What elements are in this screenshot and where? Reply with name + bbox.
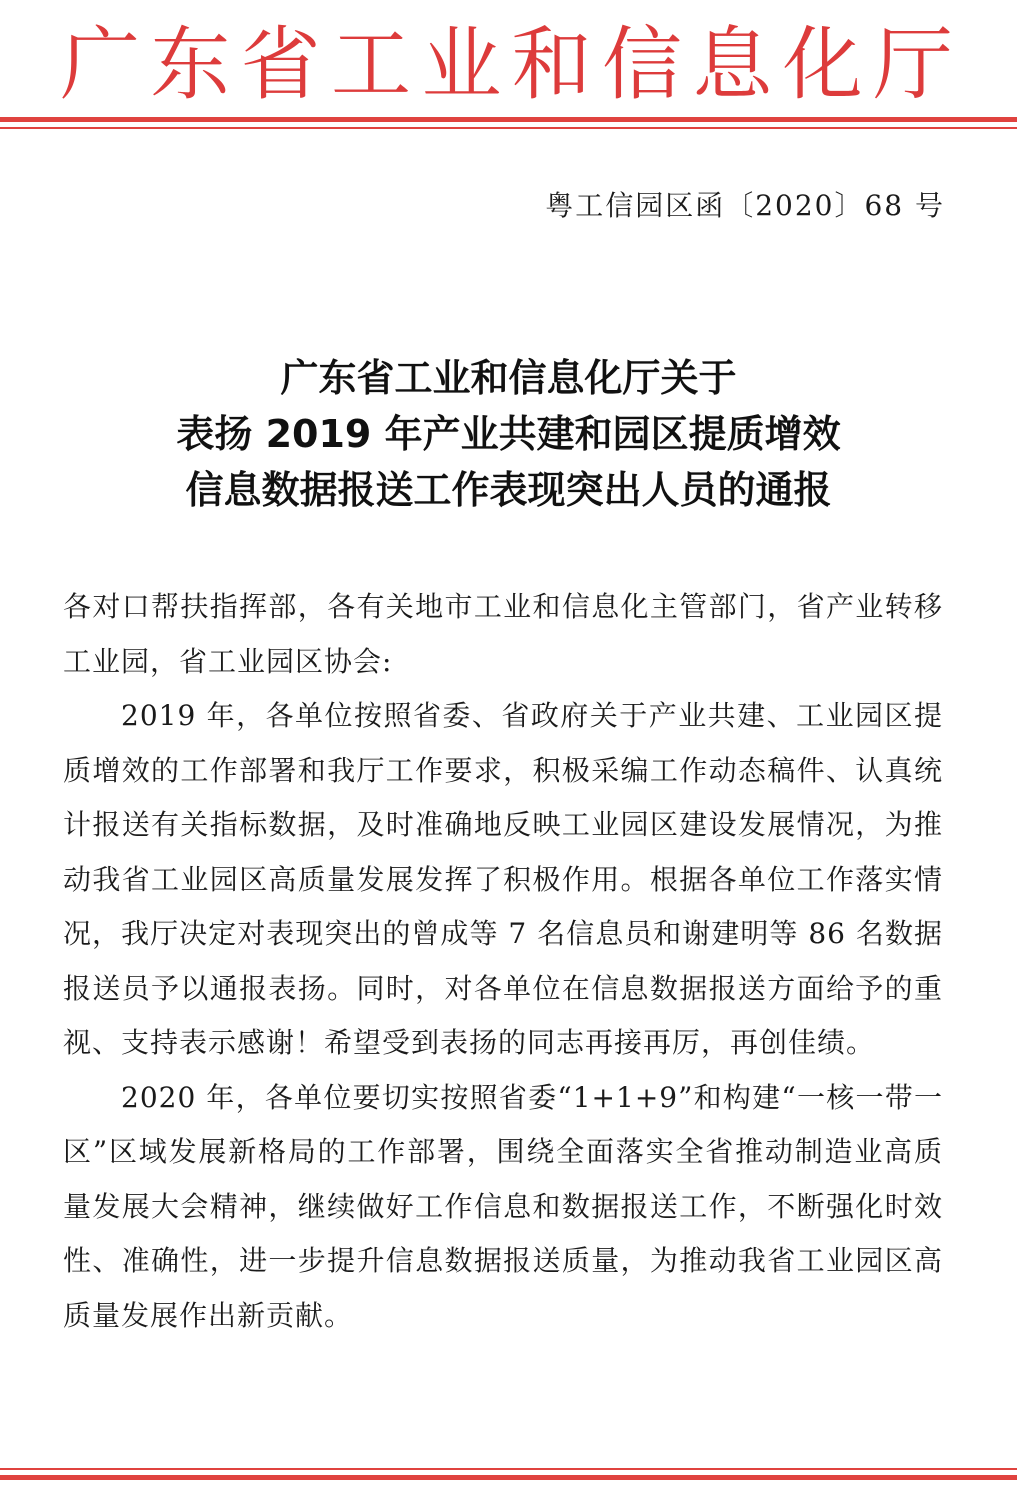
title-line-2: 表扬 2019 年产业共建和园区提质增效 [176,412,841,456]
title-line-3: 信息数据报送工作表现突出人员的通报 [185,468,832,512]
salutation: 各对口帮扶指挥部，各有关地市工业和信息化主管部门，省产业转移工业园，省工业园区协会: [63,590,943,678]
body-paragraph-2: 2020 年，各单位要切实按照省委“1+1+9”和构建“一核一带一区”区域发展新格局的工作部署，围绕全面落实全省推动制造业高质量发展大会精神，继续做好工作信息和数据报送工作，不断强化时效性、准确性，进一步提升信息数据报送质量，为推动我省工业园区高质量发展作出新贡献。 [63,1080,943,1332]
document-body [63,580,943,1343]
letterhead-title: 广东省工业和信息化厅 [60,18,955,111]
body-paragraph-1: 2019 年，各单位按照省委、省政府关于产业共建、工业园区提质增效的工作部署和我厅工作要求，积极采编工作动态稿件、认真统计报送有关指标数据，及时准确地反映工业园区建设发展情况，为推动我省工业园区高质量发展发挥了积极作用。根据各单位工作落实情况，我厅决定对表现突出的曾成等 7 名信息员和谢建明等 86 名数据报送员予以通报表扬。同时，对各单位在信息数据报送方面给予的重视、支持表示感谢！希望受到表扬的同志再接再厉，再创佳绩。 [63,699,943,1059]
title-line-1: 广东省工业和信息化厅关于 [280,356,737,400]
letterhead-rule-thin [0,127,1017,129]
footer-rule-thin [0,1468,1017,1470]
letterhead-rule-thick [0,117,1017,122]
document-title [0,350,1017,518]
document-number: 粤工信园区函〔2020〕68 号 [545,189,945,222]
footer-rule-thick [0,1475,1017,1480]
